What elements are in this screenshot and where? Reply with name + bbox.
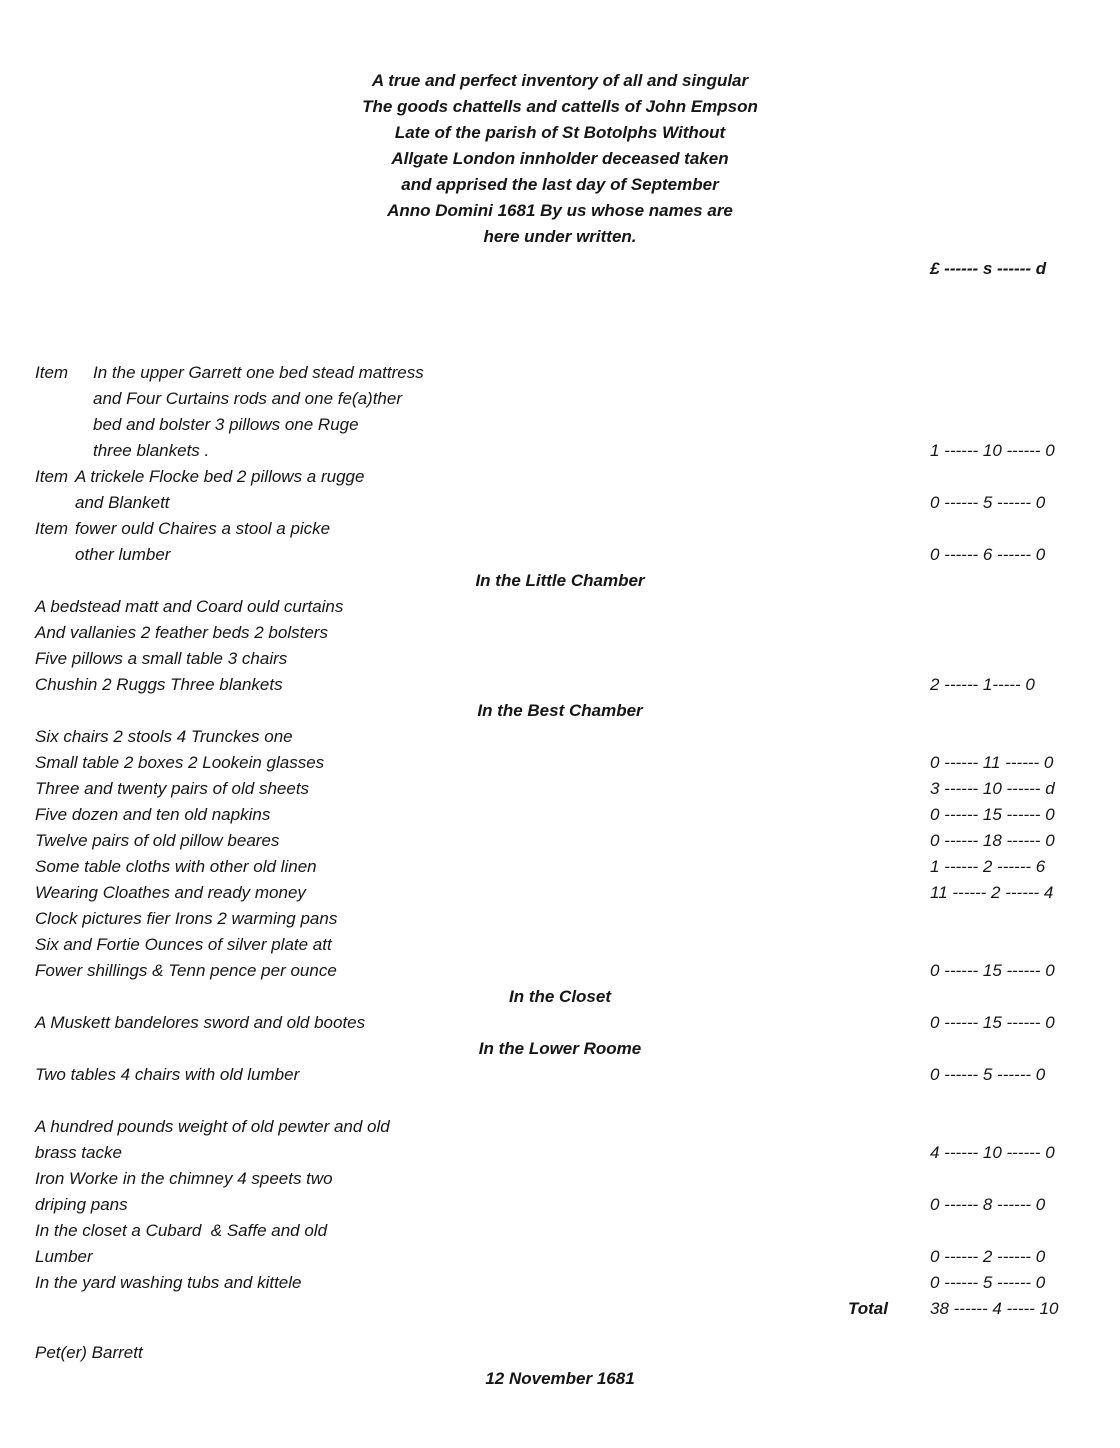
title-line: and apprised the last day of September bbox=[401, 175, 719, 194]
line-text: And vallanies 2 feather beds 2 bolsters bbox=[35, 623, 328, 642]
section-heading-text: In the Little Chamber bbox=[475, 571, 645, 590]
line-text: Small table 2 boxes 2 Lookein glasses bbox=[35, 753, 325, 772]
line-amount: 0 ------ 15 ------ 0 bbox=[930, 805, 1055, 824]
line-text: Wearing Cloathes and ready money bbox=[35, 883, 306, 902]
inventory-line bbox=[35, 1244, 1085, 1270]
inventory-line bbox=[35, 1166, 1085, 1192]
inventory-line bbox=[35, 1270, 1085, 1296]
inventory-line bbox=[35, 828, 1085, 854]
line-text: Chushin 2 Ruggs Three blankets bbox=[35, 675, 283, 694]
section-heading-text: In the Lower Roome bbox=[478, 1039, 642, 1058]
inventory-line bbox=[35, 724, 1085, 750]
title-line: The goods chattells and cattells of John Empson bbox=[362, 97, 758, 116]
item-label: Item bbox=[35, 519, 69, 538]
line-text: brass tacke bbox=[35, 1143, 122, 1162]
inventory-line bbox=[35, 880, 1085, 906]
line-amount: 0 ------ 11 ------ 0 bbox=[930, 753, 1054, 772]
line-text: Fower shillings & Tenn pence per ounce bbox=[35, 961, 337, 980]
total-amount: 38 ------ 4 ----- 10 bbox=[930, 1299, 1059, 1318]
line-text: Three and twenty pairs of old sheets bbox=[35, 779, 310, 798]
document-date: 12 November 1681 bbox=[485, 1369, 635, 1388]
line-text: A trickele Flocke bed 2 pillows a rugge bbox=[75, 467, 365, 486]
line-amount: 1 ------ 2 ------ 6 bbox=[930, 857, 1046, 876]
document-title bbox=[35, 68, 1085, 250]
line-text: three blankets . bbox=[93, 441, 210, 460]
line-amount: 1 ------ 10 ------ 0 bbox=[930, 441, 1055, 460]
inventory-line bbox=[35, 490, 1085, 516]
inventory-line bbox=[35, 620, 1085, 646]
line-text: Six and Fortie Ounces of silver plate att bbox=[35, 935, 332, 954]
title-line: Anno Domini 1681 By us whose names are bbox=[387, 201, 733, 220]
section-heading bbox=[35, 984, 1085, 1010]
inventory-line bbox=[35, 906, 1085, 932]
inventory-line bbox=[35, 776, 1085, 802]
title-line: A true and perfect inventory of all and singular bbox=[371, 71, 749, 90]
section-heading-text: In the Best Chamber bbox=[477, 701, 643, 720]
title-line: Late of the parish of St Botolphs Without bbox=[394, 123, 726, 142]
line-amount: 11 ------ 2 ------ 4 bbox=[930, 883, 1054, 902]
section-heading bbox=[35, 698, 1085, 724]
inventory-line bbox=[35, 412, 1085, 438]
inventory-line bbox=[35, 1010, 1085, 1036]
line-text: Two tables 4 chairs with old lumber bbox=[35, 1065, 300, 1084]
inventory-line bbox=[35, 1192, 1085, 1218]
signature: Pet(er) Barrett bbox=[35, 1343, 143, 1362]
inventory-line bbox=[35, 672, 1085, 698]
line-text: Lumber bbox=[35, 1247, 93, 1266]
section-heading bbox=[35, 568, 1085, 594]
line-text: In the closet a Cubard & Saffe and old bbox=[35, 1221, 328, 1240]
line-text: Five pillows a small table 3 chairs bbox=[35, 649, 288, 668]
inventory-line bbox=[35, 386, 1085, 412]
line-text: fower ould Chaires a stool a picke bbox=[75, 519, 331, 538]
line-amount: 0 ------ 5 ------ 0 bbox=[930, 1065, 1046, 1084]
inventory-line bbox=[35, 542, 1085, 568]
currency-columns-label: £ ------ s ------ d bbox=[930, 259, 1047, 278]
line-text: bed and bolster 3 pillows one Ruge bbox=[93, 415, 359, 434]
spacer-row bbox=[35, 1088, 1085, 1114]
item-label: Item bbox=[35, 467, 69, 486]
line-amount: 0 ------ 15 ------ 0 bbox=[930, 961, 1055, 980]
line-text: Six chairs 2 stools 4 Trunckes one bbox=[35, 727, 293, 746]
line-amount: 2 ------ 1----- 0 bbox=[930, 675, 1035, 694]
section-heading bbox=[35, 1036, 1085, 1062]
inventory-line bbox=[35, 958, 1085, 984]
line-text: driping pans bbox=[35, 1195, 128, 1214]
line-text: A Muskett bandelores sword and old bootes bbox=[35, 1013, 366, 1032]
inventory-line bbox=[35, 594, 1085, 620]
inventory-line bbox=[35, 438, 1085, 464]
line-amount: 0 ------ 18 ------ 0 bbox=[930, 831, 1055, 850]
inventory-line bbox=[35, 932, 1085, 958]
line-text: other lumber bbox=[75, 545, 171, 564]
inventory-rows bbox=[35, 360, 1085, 1322]
title-line: Allgate London innholder deceased taken bbox=[391, 149, 729, 168]
inventory-line bbox=[35, 1062, 1085, 1088]
title-line: here under written. bbox=[483, 227, 637, 246]
line-text: Twelve pairs of old pillow beares bbox=[35, 831, 280, 850]
line-amount: 4 ------ 10 ------ 0 bbox=[930, 1143, 1055, 1162]
item-label: Item bbox=[35, 363, 69, 382]
inventory-line bbox=[35, 854, 1085, 880]
line-text: and Blankett bbox=[75, 493, 170, 512]
currency-header-row bbox=[35, 256, 1085, 282]
line-amount: 0 ------ 15 ------ 0 bbox=[930, 1013, 1055, 1032]
line-text: Five dozen and ten old napkins bbox=[35, 805, 271, 824]
line-amount: 0 ------ 6 ------ 0 bbox=[930, 545, 1046, 564]
line-amount: 0 ------ 8 ------ 0 bbox=[930, 1195, 1046, 1214]
inventory-line bbox=[35, 516, 1085, 542]
line-text: Iron Worke in the chimney 4 speets two bbox=[35, 1169, 333, 1188]
line-text: A bedstead matt and Coard ould curtains bbox=[35, 597, 344, 616]
line-amount: 0 ------ 5 ------ 0 bbox=[930, 1273, 1046, 1292]
line-text: and Four Curtains rods and one fe(a)ther bbox=[93, 389, 403, 408]
section-heading-text: In the Closet bbox=[508, 987, 611, 1006]
line-amount: 0 ------ 5 ------ 0 bbox=[930, 493, 1046, 512]
inventory-line bbox=[35, 360, 1085, 386]
line-amount: 3 ------ 10 ------ d bbox=[930, 779, 1055, 798]
line-text: In the upper Garrett one bed stead mattress bbox=[93, 363, 424, 382]
line-text: In the yard washing tubs and kittele bbox=[35, 1273, 302, 1292]
inventory-line bbox=[35, 750, 1085, 776]
inventory-line bbox=[35, 1140, 1085, 1166]
total-label: Total bbox=[848, 1299, 888, 1318]
inventory-line bbox=[35, 464, 1085, 490]
inventory-line bbox=[35, 802, 1085, 828]
inventory-line bbox=[35, 1218, 1085, 1244]
line-amount: 0 ------ 2 ------ 0 bbox=[930, 1247, 1046, 1266]
line-text: Some table cloths with other old linen bbox=[35, 857, 317, 876]
line-text: Clock pictures fier Irons 2 warming pans bbox=[35, 909, 338, 928]
line-text: A hundred pounds weight of old pewter and old bbox=[35, 1117, 390, 1136]
total-row bbox=[35, 1296, 1085, 1322]
inventory-line bbox=[35, 1114, 1085, 1140]
inventory-line bbox=[35, 646, 1085, 672]
